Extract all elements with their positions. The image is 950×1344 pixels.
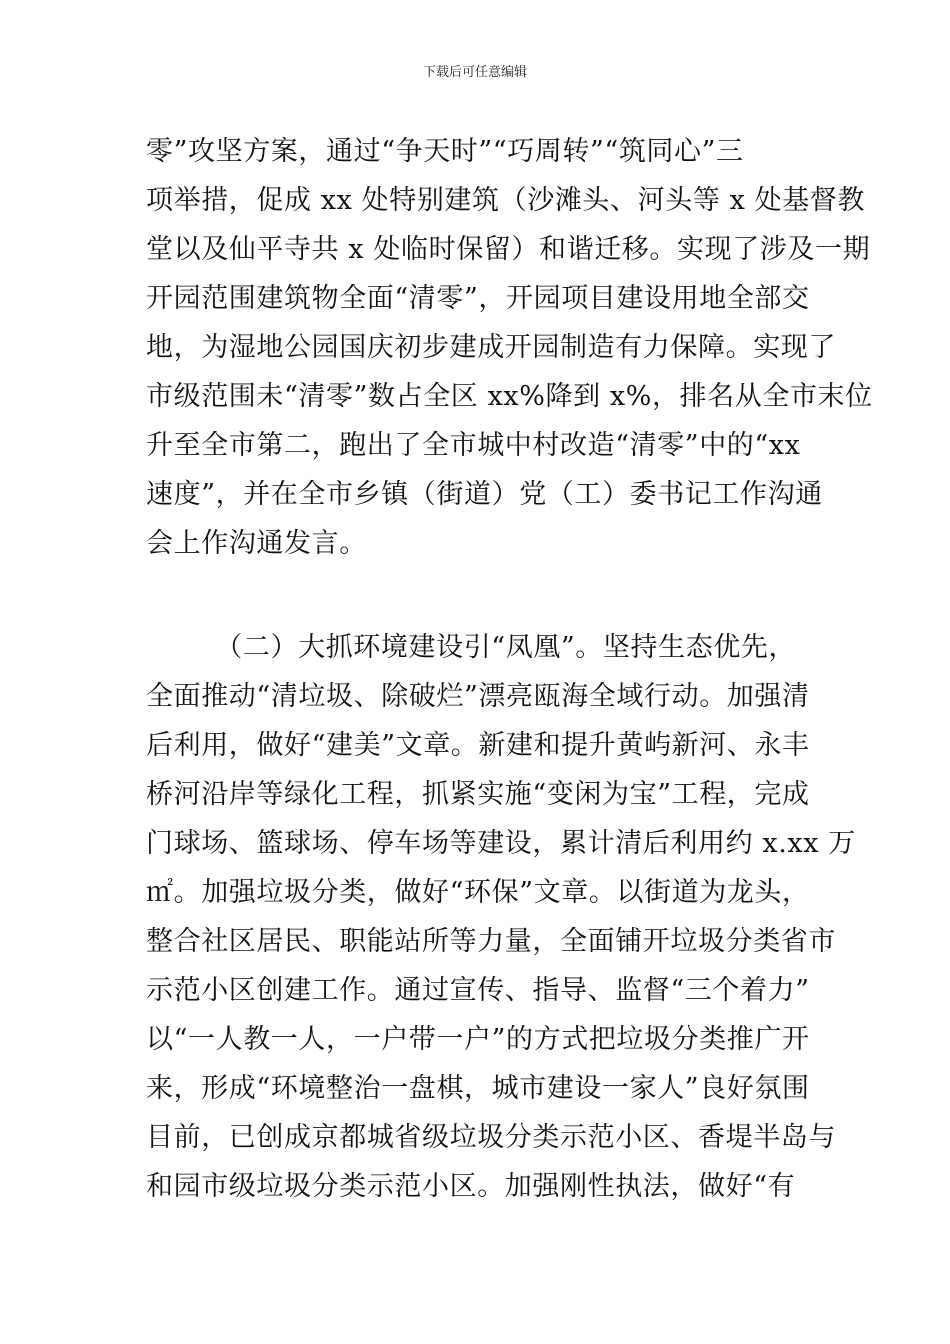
text-line: 门球场、篮球场、停车场等建设，累计清后利用约 x.xx 万 <box>146 828 856 859</box>
text-line: 整合社区居民、职能站所等力量，全面铺开垃圾分类省市 <box>146 926 836 957</box>
text-line: 目前，已创成京都城省级垃圾分类示范小区、香堤半岛与 <box>146 1122 836 1153</box>
text-line: 升至全市第二，跑出了全市城中村改造“清零”中的“xx <box>146 430 801 461</box>
text-line: 市级范围未“清零”数占全区 xx%降到 x%，排名从全市末位 <box>146 381 873 412</box>
text-line: 会上作沟通发言。 <box>146 528 367 559</box>
text-line: 开园范围建筑物全面“清零”，开园项目建设用地全部交 <box>146 283 810 314</box>
text-line: 地，为湿地公园国庆初步建成开园制造有力保障。实现了 <box>146 332 836 363</box>
text-line: 零”攻坚方案，通过“争天时”“巧周转”“筑同心”三 <box>146 136 744 167</box>
text-line: 和园市级垃圾分类示范小区。加强刚性执法，做好“有 <box>146 1171 796 1202</box>
text-line: （二）大抓环境建设引“凤凰”。坚持生态优先， <box>146 632 797 663</box>
paragraph-1 <box>146 127 873 568</box>
text-line: 后利用，做好“建美”文章。新建和提升黄屿新河、永丰 <box>146 730 810 761</box>
text-line: 示范小区创建工作。通过宣传、指导、监督“三个着力” <box>146 975 810 1006</box>
text-line: ㎡。加强垃圾分类，做好“环保”文章。以街道为龙头， <box>146 877 810 908</box>
text-line: 以“一人教一人，一户带一户”的方式把垃圾分类推广开 <box>146 1024 810 1055</box>
text-line: 堂以及仙平寺共 x 处临时保留）和谐迁移。实现了涉及一期 <box>146 234 871 265</box>
paragraph-2 <box>146 623 856 1211</box>
page-header: 下载后可任意编辑 <box>422 65 527 80</box>
text-line: 项举措，促成 xx 处特别建筑（沙滩头、河头等 x 处基督教 <box>146 185 866 216</box>
text-line: 速度”，并在全市乡镇（街道）党（工）委书记工作沟通 <box>146 479 823 510</box>
text-line: 全面推动“清垃圾、除破烂”漂亮瓯海全域行动。加强清 <box>146 681 810 712</box>
text-line: 桥河沿岸等绿化工程，抓紧实施“变闲为宝”工程，完成 <box>146 779 810 810</box>
text-line: 来，形成“环境整治一盘棋，城市建设一家人”良好氛围 <box>146 1073 810 1104</box>
